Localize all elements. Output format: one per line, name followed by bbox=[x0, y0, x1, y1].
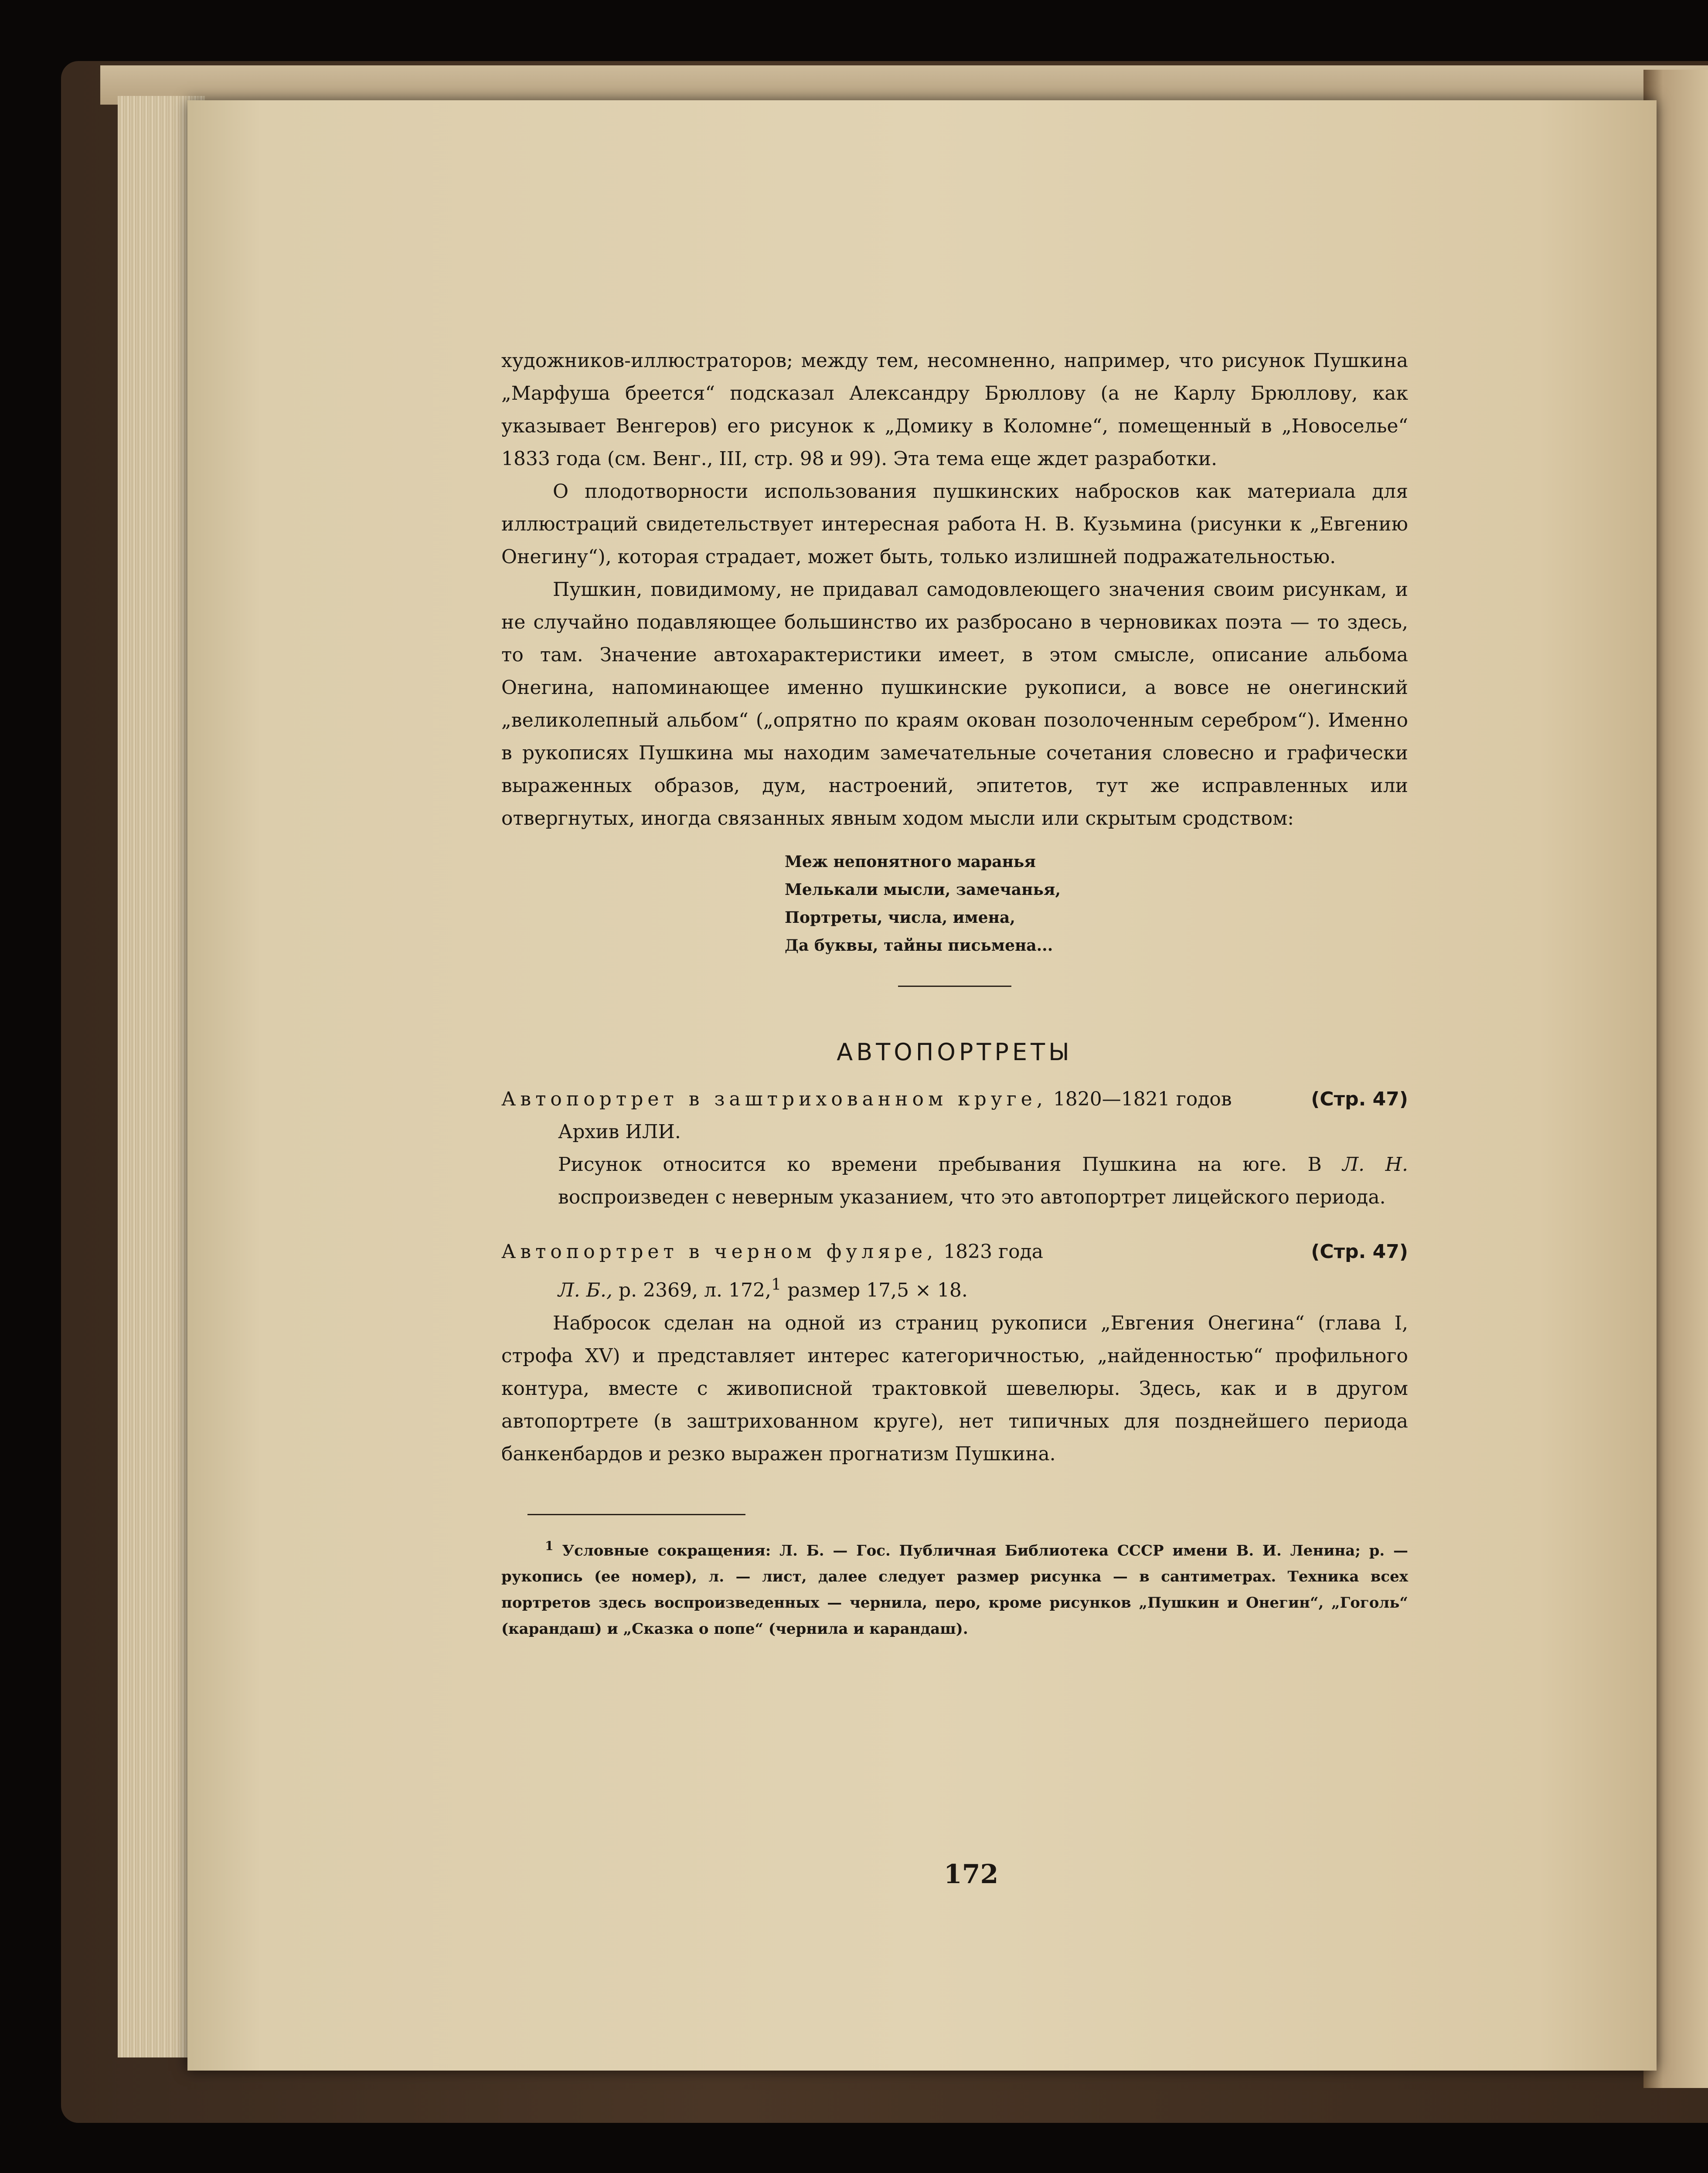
entry-2-text: Набросок сделан на одной из страниц рукописи „Евгения Онегина“ (глава I, строфа XV) и представляет интерес категоричностью, „найденностью“ профильного контура, вместе с живописной трактовкой шевелюры. Здесь, как и в другом автопортрете (в заштрихованном круге), нет типичных для позднейшего периода банкенбардов и резко выражен прогнатизм Пушкина. bbox=[501, 1312, 1408, 1465]
poem-line: Мелькали мысли, замечанья, bbox=[785, 881, 1061, 899]
entry-1-page-ref: (Стр. 47) bbox=[1311, 1088, 1408, 1110]
entry-1-header bbox=[501, 1083, 1408, 1115]
entry-1-heading bbox=[501, 1083, 1232, 1115]
entry-1-source: Архив ИЛИ. bbox=[558, 1121, 681, 1143]
entry-2-page-ref: (Стр. 47) bbox=[1311, 1241, 1408, 1263]
entry-1-text-b: воспроизведен с неверным указанием, что это автопортрет лицейского периода. bbox=[558, 1186, 1386, 1208]
entry-2-header bbox=[501, 1235, 1408, 1268]
entry-2-date: 1823 года bbox=[943, 1241, 1043, 1263]
entry-2-title: Автопортрет в черном фуляре, bbox=[501, 1241, 938, 1263]
poem-quote bbox=[785, 848, 1408, 959]
poem-line: Портреты, числа, имена, bbox=[785, 908, 1015, 927]
footnote-text: Условные сокращения: Л. Б. — Гос. Публичная Библиотека СССР имени В. И. Ленина; р. — рукопись (ее номер), л. — лист, далее следует размер рисунка — в сантиметрах. Техника всех портретов здесь воспроизведенных — чернила, перо, кроме рисунков „Пушкин и Онегин“, „Гоголь“ (карандаш) и „Сказка о попе“ (чернила и карандаш). bbox=[501, 1541, 1408, 1638]
entry-2-source-rest: р. 2369, л. 172, bbox=[619, 1279, 771, 1302]
footnote-number: 1 bbox=[545, 1538, 554, 1553]
paragraph-1: художников-иллюстраторов; между тем, несомненно, например, что рисунок Пушкина „Марфуша бреется“ подсказал Александру Брюллову (а не Карлу Брюллову, как указывает Венгеров) его рисунок к „Домику в Коломне“, помещенный в „Новоселье“ 1833 года (см. Венг., III, стр. 98 и 99). Эта тема еще ждет разработки. bbox=[501, 350, 1408, 470]
entry-2-heading bbox=[501, 1235, 1043, 1268]
footnote bbox=[501, 1533, 1408, 1642]
book-top-edge bbox=[100, 65, 1708, 105]
paragraph-2: О плодотворности использования пушкинских набросков как материала для иллюстраций свидетельствует интересная работа Н. В. Кузьмина (рисунки к „Евгению Онегину“), которая страдает, может быть, только излишней подражательностью. bbox=[501, 480, 1408, 568]
divider bbox=[898, 986, 1011, 987]
entry-2-source-abbr: Л. Б., bbox=[558, 1279, 612, 1302]
entry-1-title: Автопортрет в заштрихованном круге, bbox=[501, 1088, 1047, 1110]
footnote-mark: 1 bbox=[771, 1275, 782, 1294]
poem-line: Да буквы, тайны письмена... bbox=[785, 936, 1053, 955]
entry-1-date: 1820—1821 годов bbox=[1053, 1088, 1232, 1110]
entry-1-text-a: Рисунок относится ко времени пребывания Пушкина на юге. В bbox=[558, 1153, 1322, 1176]
entry-1-text bbox=[501, 1148, 1408, 1214]
entry-1-abbr: Л. Н. bbox=[1342, 1153, 1408, 1176]
paragraph-3: Пушкин, повидимому, не придавал самодовлеющего значения своим рисункам, и не случайно подавляющее большинство их разбросано в черновиках поэта — то здесь, то там. Значение автохарактеристики имеет, в этом смысле, описание альбома Онегина, напоминающее именно пушкинские рукописи, а вовсе не онегинский „великолепный альбом“ („опрятно по краям окован позолоченным серебром“). Именно в рукописях Пушкина мы находим замечательные сочетания словесно и графически выраженных образов, дум, настроений, эпитетов, тут же исправленных или отвергнутых, иногда связанных явным ходом мысли или скрытым сродством: bbox=[501, 578, 1408, 830]
poem-line: Меж непонятного маранья bbox=[785, 853, 1036, 871]
entry-2-source bbox=[501, 1268, 1408, 1307]
page-number: 172 bbox=[944, 1859, 999, 1890]
section-title: АВТОПОРТРЕТЫ bbox=[837, 1038, 1073, 1066]
entry-2-size: размер 17,5 × 18. bbox=[787, 1279, 968, 1302]
page-text bbox=[501, 344, 1408, 1642]
footnote-divider bbox=[527, 1514, 745, 1515]
